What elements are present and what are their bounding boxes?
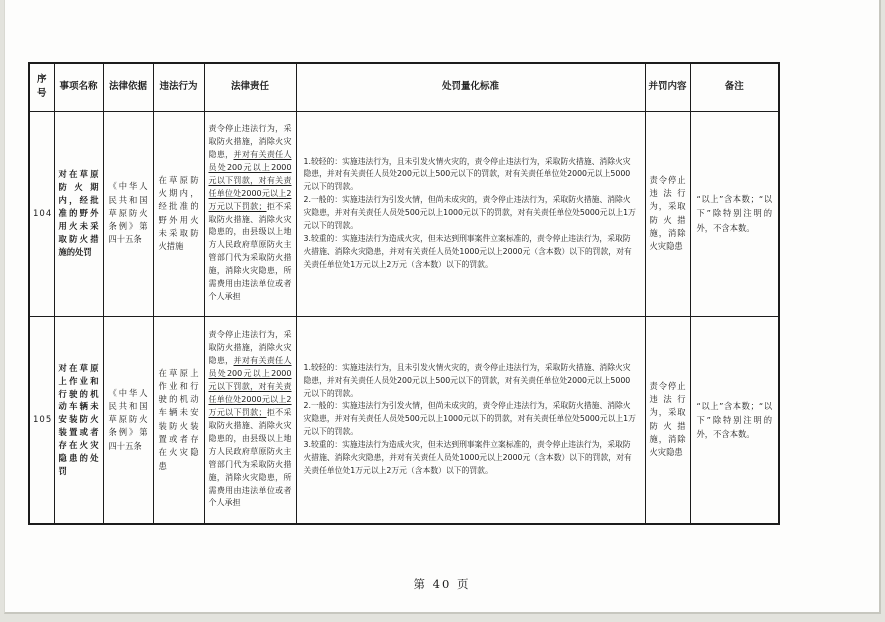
header-illegal-act: 违法行为 (153, 63, 204, 111)
liability-text: 责令停止违法行为，采取防火措施，消除火灾隐患， (208, 123, 292, 159)
standard-item-severe: 3.较重的：实施违法行为造成火灾，但未达到刑事案件立案标准的，责令停止违法行为，采取防火措施、消除火灾隐患，并对有关责任人员处1000元以上2000元（含本数）以下的罚款，对有关责任单位处1万元以上2万元（含本数）以下的罚款。 (303, 440, 632, 475)
liability-text: 拒不采取防火措施、消除火灾隐患的，由县级以上地方人民政府草原防火主管部门代为采取防火措施，消除火灾隐患，所需费用由违法单位或者个人承担 (208, 407, 292, 508)
liability-text: 拒不采取防火措施、消除火灾隐患的，由县级以上地方人民政府草原防火主管部门代为采取防火措施，消除火灾隐患，所需费用由违法单位或者个人承担 (208, 201, 292, 302)
header-liability: 法律责任 (204, 63, 296, 111)
remarks-cell: “以上”含本数；“以下”除特别注明的外，不含本数。 (690, 111, 779, 316)
table-row (29, 316, 779, 524)
item-name-cell: 对在草原防火期内，经批准的野外用火未采取防火措施的处罚 (54, 111, 103, 316)
header-item-name: 事项名称 (54, 63, 103, 111)
table-row (29, 111, 779, 316)
page-footer: 第 40 页 (413, 577, 471, 591)
legal-basis-cell: 《中华人民共和国草原防火条例》第四十五条 (103, 111, 153, 316)
combined-penalty-cell: 责令停止违法行为，采取防火措施，消除火灾隐患 (645, 316, 690, 524)
legal-basis-cell: 《中华人民共和国草原防火条例》第四十五条 (103, 316, 153, 524)
remarks-cell: “以上”含本数；“以下”除特别注明的外，不含本数。 (690, 316, 779, 524)
table-header-row (29, 63, 779, 111)
header-combined-penalty: 并罚内容 (645, 63, 690, 111)
standard-item-severe: 3.较重的：实施违法行为造成火灾，但未达到刑事案件立案标准的，责令停止违法行为，采取防火措施、消除火灾隐患，并对有关责任人员处1000元以上2000元（含本数）以下的罚款，对有关责任单位处1万元以上2万元（含本数）以下的罚款。 (303, 233, 632, 269)
liability-underlined-text: 并对有关责任人员处200元以上2000元以下罚款，对有关责任单位处2000元以上2万元以下罚款； (208, 355, 292, 417)
seq-cell: 104 (29, 111, 54, 316)
penalty-table (28, 62, 780, 525)
liability-underlined-text: 并对有关责任人员处200元以上2000元以下罚款，对有关责任单位处2000元以上2万元以下罚款； (208, 149, 292, 211)
quantified-standards-cell (296, 316, 645, 524)
quantified-standards-cell (296, 111, 645, 316)
standard-item-general: 2.一般的：实施违法行为引发火情，但尚未成灾的，责令停止违法行为，采取防火措施、消除火灾隐患，并对有关责任人员处500元以上1000元以下的罚款，对有关责任单位处5000元以上1万元以下的罚款。 (303, 195, 636, 230)
liability-cell (204, 316, 296, 524)
liability-text: 责令停止违法行为，采取防火措施，消除火灾隐患， (208, 330, 292, 365)
illegal-act-cell: 在草原防火期内，经批准的野外用火未采取防火措施 (153, 111, 204, 316)
header-legal-basis: 法律依据 (103, 63, 153, 111)
standard-item-general: 2.一般的：实施违法行为引发火情，但尚未成灾的，责令停止违法行为，采取防火措施、消除火灾隐患，并对有关责任人员处500元以上1000元以下的罚款，对有关责任单位处5000元以上1万元以下的罚款。 (303, 401, 636, 437)
header-quantified-standard: 处罚量化标准 (296, 63, 645, 111)
combined-penalty-cell: 责令停止违法行为，采取防火措施，消除火灾隐患 (645, 111, 690, 316)
header-remarks: 备注 (690, 63, 779, 111)
liability-cell (204, 111, 296, 316)
seq-cell: 105 (29, 316, 54, 524)
document-page (4, 0, 881, 614)
item-name-cell: 对在草原上作业和行驶的机动车辆未安装防火装置或者存在火灾隐患的处罚 (54, 316, 103, 524)
illegal-act-cell: 在草原上作业和行驶的机动车辆未安装防火装置或者存在火灾隐患 (153, 316, 204, 524)
header-seq: 序号 (29, 63, 54, 111)
standard-item-light: 1.较轻的：实施违法行为，且未引发火情火灾的，责令停止违法行为，采取防火措施、消除火灾隐患，并对有关责任人员处200元以上500元以下的罚款，对有关责任单位处2000元以上5000元以下的罚款。 (303, 156, 631, 192)
standard-item-light: 1.较轻的：实施违法行为，且未引发火情火灾的，责令停止违法行为，采取防火措施、消除火灾隐患，并对有关责任人员处200元以上500元以下的罚款，对有关责任单位处2000元以上5000元以下的罚款。 (303, 362, 631, 398)
